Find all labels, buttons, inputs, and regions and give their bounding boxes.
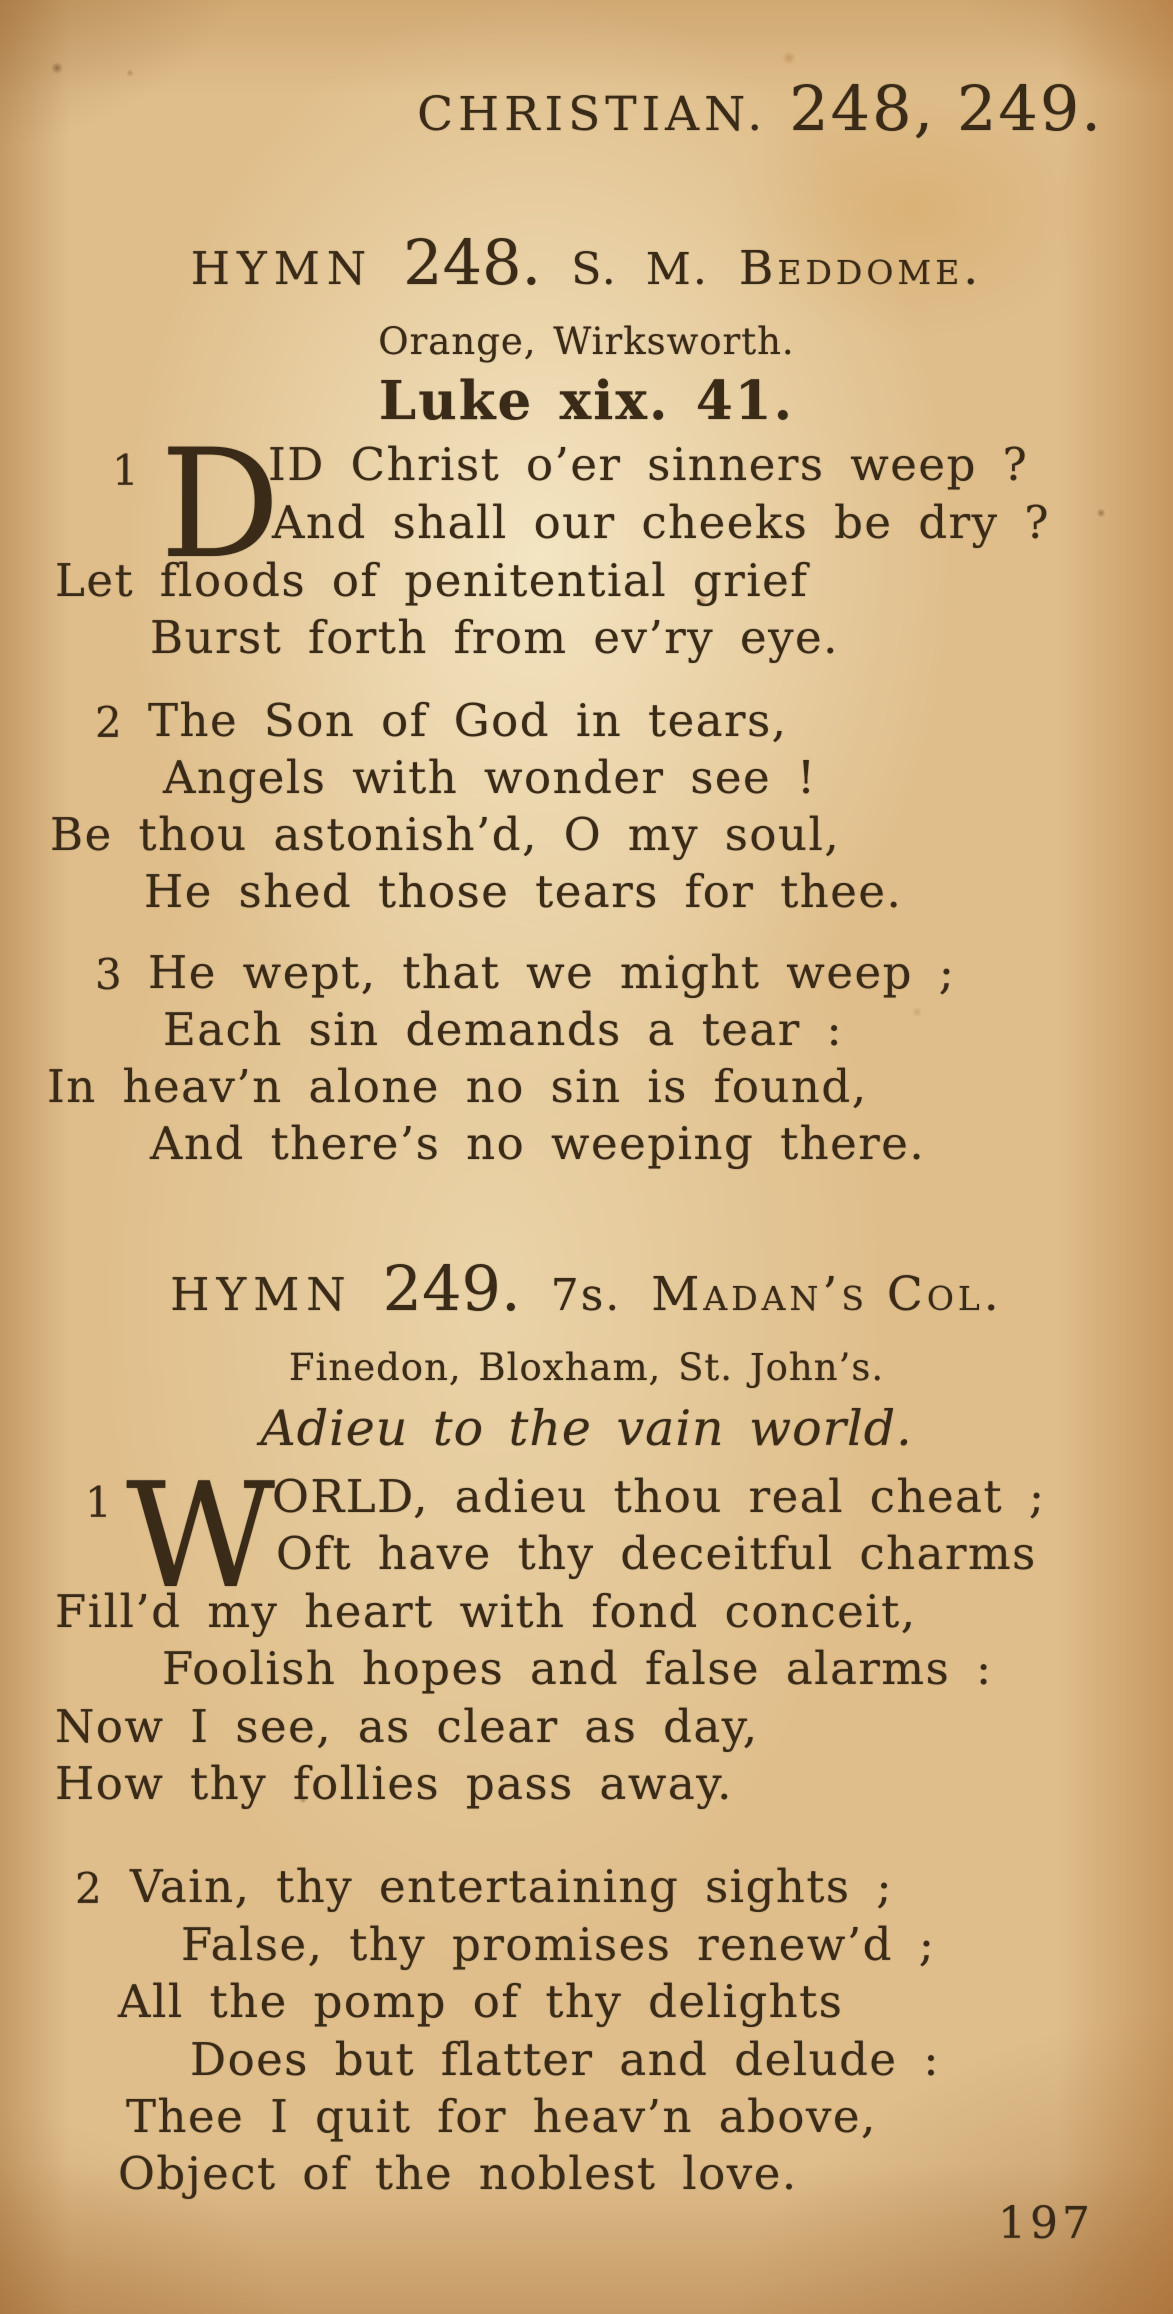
hymn-249-stanza-1-line-3: Fill’d my heart with fond conceit, <box>55 1585 917 1638</box>
hymn-249-stanza-2-line-1: Vain, thy entertaining sights ; <box>130 1860 893 1913</box>
hymn-248-stanza-3-line-1: He wept, that we might weep ; <box>148 946 956 999</box>
hymn-248-stanza-1-line-4: Burst forth from ev’ry eye. <box>150 611 839 664</box>
hymn-248-stanza-1-line-2: And shall our cheeks be dry ? <box>272 496 1050 549</box>
hymn-249-stanza-1-line-1: ORLD, adieu thou real cheat ; <box>272 1470 1046 1523</box>
hymn-249-stanza-1-number: 1 <box>85 1478 112 1527</box>
hymn-249-stanza-2-line-4: Does but flatter and delude : <box>190 2033 940 2086</box>
hymn-248-stanza-2-line-1: The Son of God in tears, <box>148 694 788 747</box>
running-head <box>417 72 1103 145</box>
hymn-249-drop-cap-w: W <box>126 1452 276 1621</box>
hymn-249-stanza-1-line-5: Now I see, as clear as day, <box>55 1700 759 1753</box>
hymn-248-label: HYMN <box>190 242 374 295</box>
hymn-248-stanza-3-line-4: And there’s no weeping there. <box>150 1117 926 1170</box>
hymn-248-meter: S. M. <box>571 244 709 295</box>
hymn-249-title: Adieu to the vain world. <box>260 1400 913 1457</box>
hymn-249-stanza-2-line-6: Object of the noblest love. <box>118 2147 798 2200</box>
hymn-249-tunes: Finedon, Bloxham, St. John’s. <box>288 1346 885 1389</box>
hymn-248-stanza-2-number: 2 <box>95 698 122 747</box>
hymn-248-stanza-3-line-3: In heav’n alone no sin is found, <box>47 1060 868 1113</box>
hymn-248-stanza-2-line-2: Angels with wonder see ! <box>163 751 817 804</box>
hymn-248-scripture: Luke xix. 41. <box>378 370 795 432</box>
hymn-248-stanza-1-line-3: Let floods of penitential grief <box>55 554 809 607</box>
hymn-248-drop-cap-d: D <box>160 418 281 592</box>
hymn-249-stanza-2-line-3: All the pomp of thy delights <box>118 1975 844 2028</box>
hymn-249-stanza-1-line-6: How thy follies pass away. <box>55 1757 733 1810</box>
hymn-249-number: 249. <box>382 1252 521 1325</box>
hymn-249-stanza-2-line-2: False, thy promises renew’d ; <box>181 1918 936 1971</box>
hymn-249-heading <box>0 1252 1173 1325</box>
hymn-248-author: Beddome. <box>738 241 983 296</box>
hymn-249-source: Madan’s Col. <box>651 1267 1003 1322</box>
hymn-249-stanza-2-line-5: Thee I quit for heav’n above, <box>126 2090 877 2143</box>
hymn-248-stanza-2-line-4: He shed those tears for thee. <box>144 865 903 918</box>
hymn-249-stanza-2-number: 2 <box>75 1864 102 1913</box>
hymn-249-stanza-1-line-4: Foolish hopes and false alarms : <box>162 1642 993 1695</box>
hymn-248-stanza-1-number: 1 <box>112 446 139 495</box>
hymn-249-meter: 7s. <box>550 1270 622 1321</box>
hymn-248-tunes: Orange, Wirksworth. <box>378 320 795 363</box>
hymn-248-stanza-3-line-2: Each sin demands a tear : <box>163 1003 844 1056</box>
page-number: 197 <box>998 2198 1094 2249</box>
hymn-248-stanza-2-line-3: Be thou astonish’d, O my soul, <box>50 808 841 861</box>
hymn-248-heading <box>0 226 1173 299</box>
hymn-248-stanza-3-number: 3 <box>95 950 122 999</box>
hymn-249-stanza-1-line-2: Oft have thy deceitful charms <box>276 1527 1037 1580</box>
hymn-248-number: 248. <box>403 226 542 299</box>
hymn-249-label: HYMN <box>170 1268 353 1321</box>
hymn-248-stanza-1-line-1: ID Christ o’er sinners weep ? <box>268 438 1029 491</box>
section-title: CHRISTIAN. <box>417 87 768 142</box>
running-head-hymn-numbers: 248, 249. <box>789 72 1103 145</box>
